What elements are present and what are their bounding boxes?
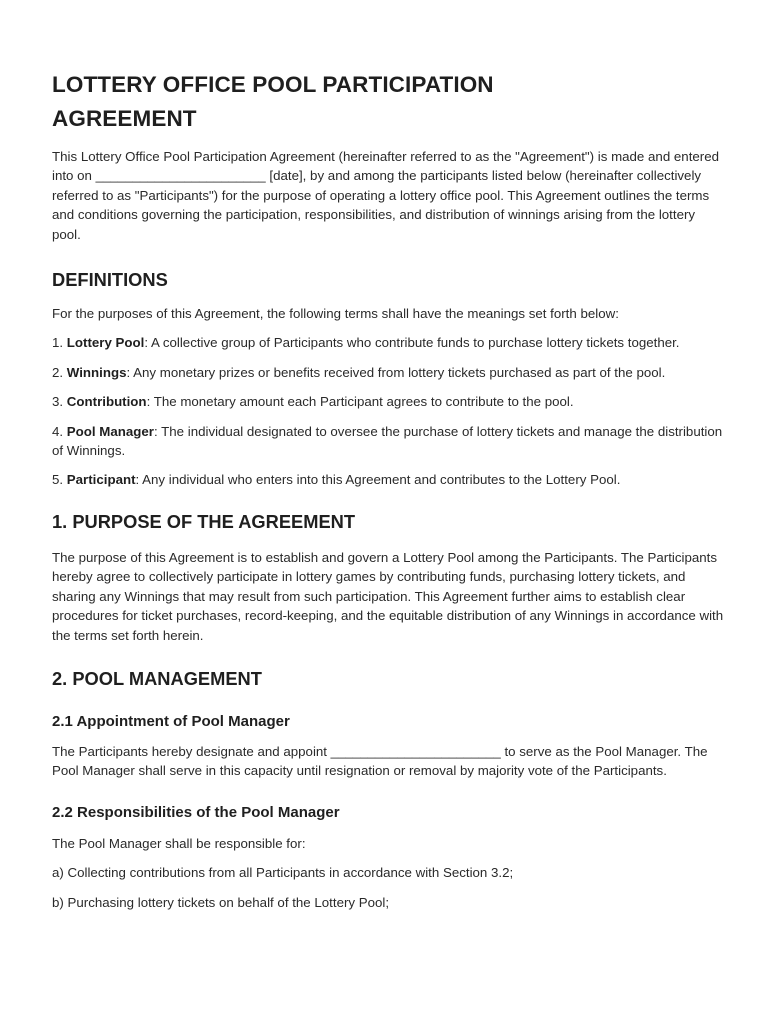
definition-number: 5.	[52, 472, 67, 488]
responsibility-item-b: b) Purchasing lottery tickets on behalf of the Lottery Pool;	[52, 894, 390, 910]
definition-text: : The monetary amount each Participant agrees to contribute to the pool.	[146, 394, 574, 410]
definition-number: 1.	[52, 335, 67, 351]
document-page	[52, 68, 724, 912]
definition-item-winnings	[52, 363, 724, 382]
definitions-heading: DEFINITIONS	[52, 269, 168, 291]
definitions-intro: For the purposes of this Agreement, the following terms shall have the meanings set forth below:	[52, 306, 619, 322]
section-2-1-paragraph: The Participants hereby designate and appoint _______________________ to serve as the Pool Manager. The Pool Manager shall serve in this capacity until resignation or removal by majority vote of the Participants.	[52, 743, 708, 779]
section-1-paragraph: The purpose of this Agreement is to establish and govern a Lottery Pool among the Participants. The Participants hereby agree to collectively participate in lottery games by contributing funds, purchasing lottery tickets, and sharing any Winnings that may result from such participation. This Agreement further aims to establish clear procedures for ticket purchases, record-keeping, and the equitable distribution of any Winnings in accordance with the terms set forth herein.	[52, 549, 724, 643]
definition-item-lottery-pool	[52, 333, 724, 352]
section-2-2-intro: The Pool Manager shall be responsible for:	[52, 835, 306, 851]
definition-text: : Any individual who enters into this Agreement and contributes to the Lottery Pool.	[135, 472, 621, 488]
document-title-line-2: AGREEMENT	[52, 106, 197, 131]
definition-term: Pool Manager	[66, 423, 154, 439]
section-2-heading: 2. POOL MANAGEMENT	[52, 667, 262, 689]
section-2-2-heading: 2.2 Responsibilities of the Pool Manager	[52, 803, 340, 821]
intro-paragraph: This Lottery Office Pool Participation Agreement (hereinafter referred to as the "Agreement") is made and entered into on _______________________ [date], by and among the participants listed below (hereinafter collectively referred to as "Participants") for the purpose of operating a lottery office pool. This Agreement outlines the terms and conditions governing the participation, responsibilities, and distribution of winnings arising from the lottery pool.	[52, 149, 719, 242]
definition-number: 4.	[52, 423, 67, 439]
section-1-heading: 1. PURPOSE OF THE AGREEMENT	[52, 510, 356, 532]
section-2-1-heading: 2.1 Appointment of Pool Manager	[52, 712, 290, 730]
definition-item-contribution	[52, 392, 724, 411]
definition-number: 2.	[52, 364, 67, 380]
document-title	[52, 68, 724, 136]
definition-term: Contribution	[66, 394, 147, 410]
definition-term: Winnings	[66, 364, 127, 380]
definition-term: Participant	[66, 472, 136, 488]
definition-text: : Any monetary prizes or benefits received from lottery tickets purchased as part of the pool.	[126, 364, 666, 380]
definition-text: : A collective group of Participants who contribute funds to purchase lottery tickets together.	[144, 335, 680, 351]
document-title-line-1: LOTTERY OFFICE POOL PARTICIPATION	[52, 72, 494, 97]
definition-term: Lottery Pool	[66, 335, 145, 351]
responsibility-item-a: a) Collecting contributions from all Participants in accordance with Section 3.2;	[52, 865, 514, 881]
definition-item-participant	[52, 470, 724, 489]
definition-item-pool-manager	[52, 422, 724, 461]
definition-text: : The individual designated to oversee the purchase of lottery tickets and manage the distribution of Winnings.	[52, 423, 723, 459]
definition-number: 3.	[52, 394, 67, 410]
